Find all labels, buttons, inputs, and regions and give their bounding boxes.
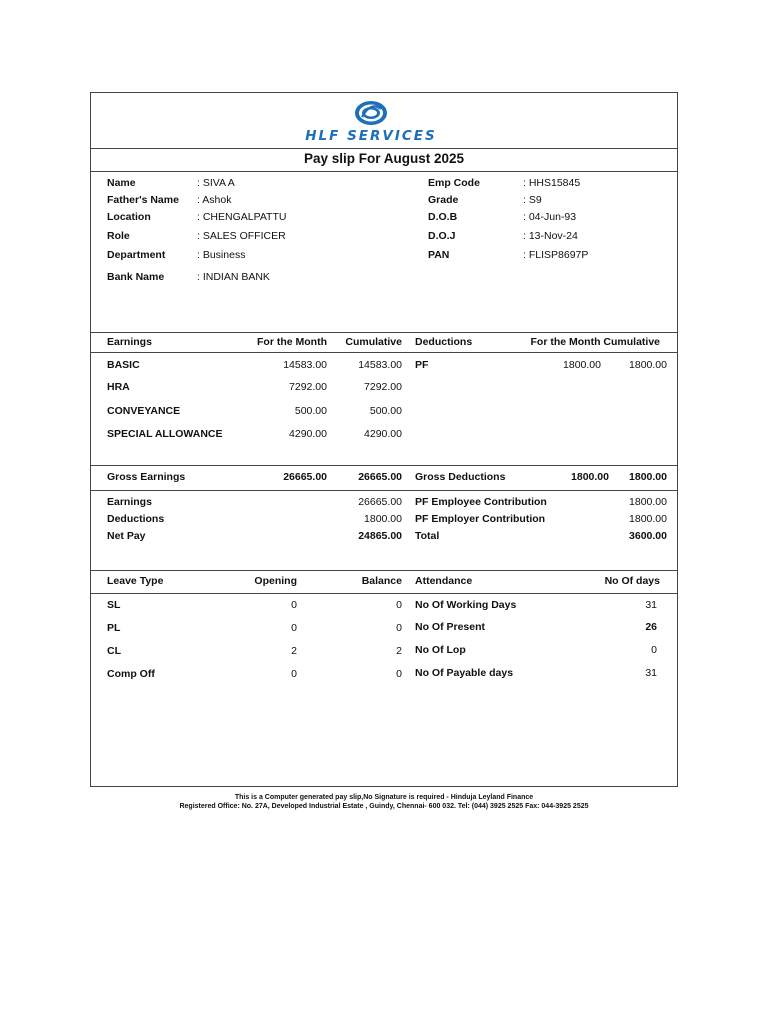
field-value: : INDIAN BANK — [197, 271, 270, 283]
summary-value: 1800.00 — [364, 513, 402, 525]
leave-type: PL — [107, 622, 121, 634]
attendance-value: 31 — [645, 599, 657, 611]
leave-opening: 0 — [291, 668, 297, 680]
earning-month: 14583.00 — [283, 359, 327, 371]
payslip-container — [90, 92, 678, 787]
footer-registered-office: Registered Office: No. 27A, Developed Industrial Estate , Guindy, Chennai- 600 032. Tel: (044) 3925 2525 Fax: 044-3925 2525 — [179, 803, 589, 810]
field-label: D.O.J — [428, 230, 456, 242]
divider — [91, 490, 677, 491]
field-value: : S9 — [523, 194, 542, 206]
field-label: D.O.B — [428, 211, 458, 223]
field-value: : SALES OFFICER — [197, 230, 286, 242]
leave-balance: 0 — [396, 599, 402, 611]
field-value: : Ashok — [197, 194, 232, 206]
gross-earnings-cumulative: 26665.00 — [358, 471, 402, 483]
gross-earnings-month: 26665.00 — [283, 471, 327, 483]
column-header-deductions: Deductions — [415, 336, 473, 348]
divider — [91, 148, 677, 149]
earning-name: CONVEYANCE — [107, 405, 181, 417]
attendance-value: 0 — [651, 644, 657, 656]
column-header-leave-type: Leave Type — [107, 575, 164, 587]
divider — [91, 352, 677, 353]
gross-deductions-label: Gross Deductions — [415, 471, 506, 483]
deduction-name: PF — [415, 359, 429, 371]
column-header-opening: Opening — [254, 575, 297, 587]
earning-cumulative: 4290.00 — [364, 428, 402, 440]
pf-total-label: Total — [415, 530, 440, 542]
company-logo — [291, 99, 451, 143]
earning-month: 4290.00 — [289, 428, 327, 440]
leave-opening: 0 — [291, 599, 297, 611]
summary-value: 26665.00 — [358, 496, 402, 508]
field-value: : CHENGALPATTU — [197, 211, 287, 223]
pf-label: PF Employer Contribution — [415, 513, 546, 525]
attendance-value: 26 — [645, 621, 657, 633]
earning-name: SPECIAL ALLOWANCE — [107, 428, 223, 440]
summary-label: Deductions — [107, 513, 165, 525]
earning-name: HRA — [107, 381, 130, 393]
net-pay-label: Net Pay — [107, 530, 146, 542]
column-header-cumulative: Cumulative — [345, 336, 402, 348]
field-value: : 04-Jun-93 — [523, 211, 577, 223]
footer-disclaimer: This is a Computer generated pay slip,No Signature is required - Hinduja Leyland Finance — [234, 794, 534, 801]
leave-type: CL — [107, 645, 121, 657]
hlf-emblem-icon — [352, 99, 390, 127]
column-header-no-of-days: No Of days — [604, 575, 660, 587]
field-label: PAN — [428, 249, 450, 261]
pf-total-value: 3600.00 — [629, 530, 667, 542]
earning-month: 500.00 — [294, 405, 327, 417]
attendance-value: 31 — [645, 667, 657, 679]
logo-wordmark: HLF SERVICES — [305, 128, 437, 144]
divider — [91, 593, 677, 594]
divider — [91, 332, 677, 333]
field-label: Father's Name — [107, 194, 179, 206]
earning-cumulative: 14583.00 — [358, 359, 402, 371]
pf-label: PF Employee Contribution — [415, 496, 547, 508]
leave-opening: 0 — [291, 622, 297, 634]
earning-cumulative: 7292.00 — [364, 381, 402, 393]
gross-deductions-month: 1800.00 — [571, 471, 609, 483]
attendance-label: No Of Present — [415, 621, 486, 633]
field-value: : FLISP8697P — [523, 249, 589, 261]
gross-earnings-label: Gross Earnings — [107, 471, 186, 483]
field-label: Name — [107, 177, 136, 189]
field-label: Emp Code — [428, 177, 480, 189]
earning-name: BASIC — [107, 359, 140, 371]
leave-balance: 0 — [396, 668, 402, 680]
gross-deductions-cumulative: 1800.00 — [629, 471, 667, 483]
attendance-label: No Of Payable days — [415, 667, 514, 679]
column-header-month-cumulative: For the Month Cumulative — [530, 336, 660, 348]
deduction-cumulative: 1800.00 — [629, 359, 667, 371]
page-title: Pay slip For August 2025 — [303, 151, 465, 166]
earning-cumulative: 500.00 — [369, 405, 402, 417]
pf-value: 1800.00 — [629, 513, 667, 525]
leave-balance: 0 — [396, 622, 402, 634]
field-value: : 13-Nov-24 — [523, 230, 578, 242]
leave-balance: 2 — [396, 645, 402, 657]
field-label: Role — [107, 230, 130, 242]
column-header-earnings: Earnings — [107, 336, 152, 348]
column-header-balance: Balance — [361, 575, 402, 587]
leave-type: SL — [107, 599, 121, 611]
attendance-label: No Of Working Days — [415, 599, 517, 611]
field-value: : SIVA A — [197, 177, 235, 189]
field-label: Department — [107, 249, 166, 261]
deduction-month: 1800.00 — [563, 359, 601, 371]
column-header-for-month: For the Month — [257, 336, 327, 348]
net-pay-value: 24865.00 — [358, 530, 402, 542]
field-label: Location — [107, 211, 151, 223]
leave-type: Comp Off — [107, 668, 155, 680]
divider — [91, 465, 677, 466]
divider — [91, 570, 677, 571]
summary-label: Earnings — [107, 496, 152, 508]
leave-opening: 2 — [291, 645, 297, 657]
column-header-attendance: Attendance — [415, 575, 473, 587]
field-label: Bank Name — [107, 271, 165, 283]
divider — [91, 171, 677, 172]
field-label: Grade — [428, 194, 459, 206]
field-value: : HHS15845 — [523, 177, 581, 189]
pf-value: 1800.00 — [629, 496, 667, 508]
earning-month: 7292.00 — [289, 381, 327, 393]
field-value: : Business — [197, 249, 246, 261]
attendance-label: No Of Lop — [415, 644, 466, 656]
